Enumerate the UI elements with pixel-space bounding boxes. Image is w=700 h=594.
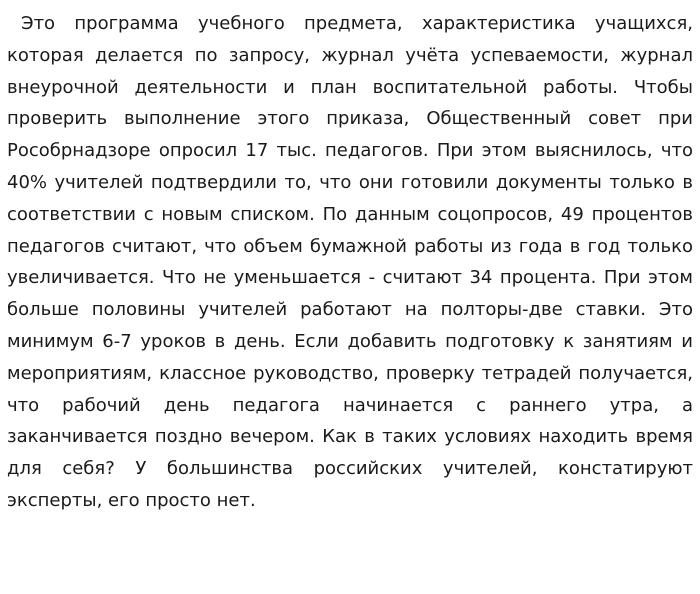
article-paragraph: Это программа учебного предмета, характеристика учащихся, которая делается по запросу, журнал учёта успеваемости, журнал внеурочной деятельности и план воспитательной работы. Чтобы проверить выполнение этого приказа, Общественный совет при Рособрнадзоре опросил 17 тыс. педагогов. При этом выяснилось, что 40% учителей подтвердили то, что они готовили документы только в соответствии с новым списком. По данным соцопросов, 49 процентов педагогов считают, что объем бумажной работы из года в год только увеличивается. Что не уменьшается - считают 34 процента. При этом больше половины учителей работают на полторы-две ставки. Это минимум 6-7 уроков в день. Если добавить подготовку к занятиям и мероприятиям, классное руководство, проверку тетрадей получается, что рабочий день педагога начинается с раннего утра, а заканчивается поздно вечером. Как в таких условиях находить время для себя? У большинства российских учителей, констатируют эксперты, его просто нет. [7, 13, 693, 511]
document-body [7, 8, 693, 517]
